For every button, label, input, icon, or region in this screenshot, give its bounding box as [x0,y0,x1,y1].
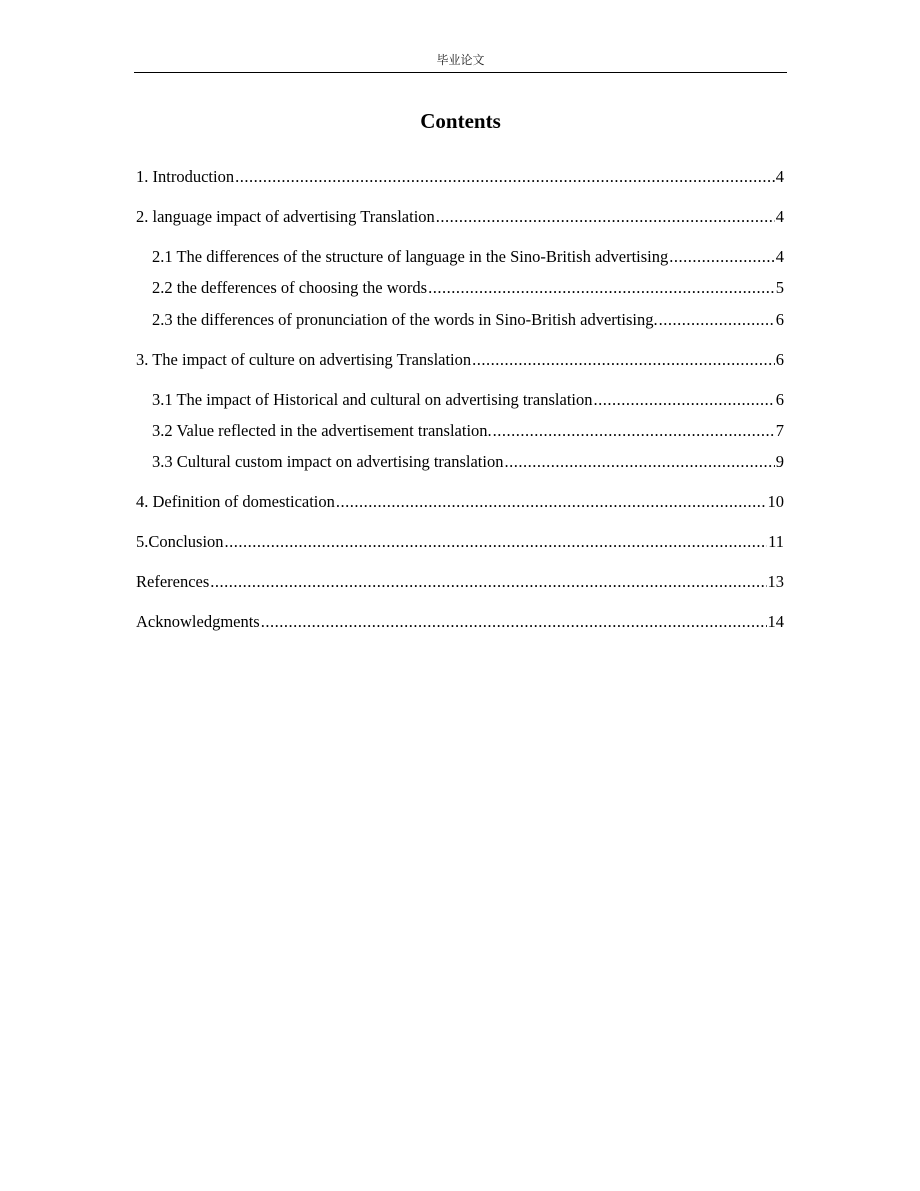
toc-dot-leader [261,610,767,634]
toc-entry-value-reflected[interactable] [152,419,784,443]
toc-entry-page: 4 [775,167,784,186]
toc-dot-leader [210,570,766,594]
toc-entry-page: 4 [775,207,784,226]
toc-entry-page: 7 [775,421,784,440]
toc-entry-label: 4. Definition of domestication [136,492,335,511]
toc-entry-label: 3.2 Value reflected in the advertisement translation. [152,421,492,440]
toc-entry-label: 2.2 the defferences of choosing the words [152,278,428,297]
toc-dot-leader [669,245,774,269]
toc-dot-leader [428,276,775,300]
page-header: 毕业论文 [436,53,485,67]
toc-entry-page: 6 [775,350,784,369]
toc-dot-leader [336,490,767,514]
toc-list [136,0,784,1191]
toc-dot-leader [436,205,775,229]
toc-entry-references[interactable] [136,570,784,594]
toc-entry-label: References [136,572,210,591]
toc-entry-label: 3. The impact of culture on advertising Translation [136,350,472,369]
toc-dot-leader [659,308,775,332]
toc-entry-language-impact[interactable] [136,205,784,229]
toc-title: Contents [420,109,501,133]
toc-entry-acknowledgments[interactable] [136,610,784,634]
toc-entry-label: 2.1 The differences of the structure of language in the Sino-British advertising [152,247,669,266]
toc-entry-label: 3.3 Cultural custom impact on advertising translation [152,452,504,471]
toc-entry-page: 11 [768,532,784,551]
toc-entry-page: 6 [775,310,784,329]
toc-entry-page: 9 [775,452,784,471]
toc-dot-leader [225,530,768,554]
toc-dot-leader [504,450,774,474]
toc-entry-conclusion[interactable] [136,530,784,554]
toc-entry-introduction[interactable] [136,165,784,189]
toc-entry-domestication[interactable] [136,490,784,514]
toc-entry-structure-differences[interactable] [152,245,784,269]
toc-entry-label: Acknowledgments [136,612,260,631]
toc-dot-leader [493,419,775,443]
toc-entry-label: 2. language impact of advertising Translation [136,207,435,226]
toc-entry-label: 5.Conclusion [136,532,224,551]
toc-entry-label: 3.1 The impact of Historical and cultural on advertising translation [152,390,593,409]
toc-entry-cultural-custom[interactable] [152,450,784,474]
toc-entry-culture-impact[interactable] [136,348,784,372]
toc-entry-pronunciation[interactable] [152,308,784,332]
toc-entry-page: 4 [775,247,784,266]
toc-entry-page: 6 [775,390,784,409]
toc-dot-leader [594,388,775,412]
toc-dot-leader [235,165,775,189]
toc-entry-page: 5 [775,278,784,297]
toc-dot-leader [472,348,775,372]
toc-entry-page: 13 [767,572,784,591]
toc-entry-label: 2.3 the differences of pronunciation of the words in Sino-British advertising. [152,310,658,329]
toc-entry-page: 10 [767,492,784,511]
toc-entry-word-choice[interactable] [152,276,784,300]
toc-entry-label: 1. Introduction [136,167,235,186]
toc-entry-historical-cultural[interactable] [152,388,784,412]
toc-entry-page: 14 [767,612,784,631]
